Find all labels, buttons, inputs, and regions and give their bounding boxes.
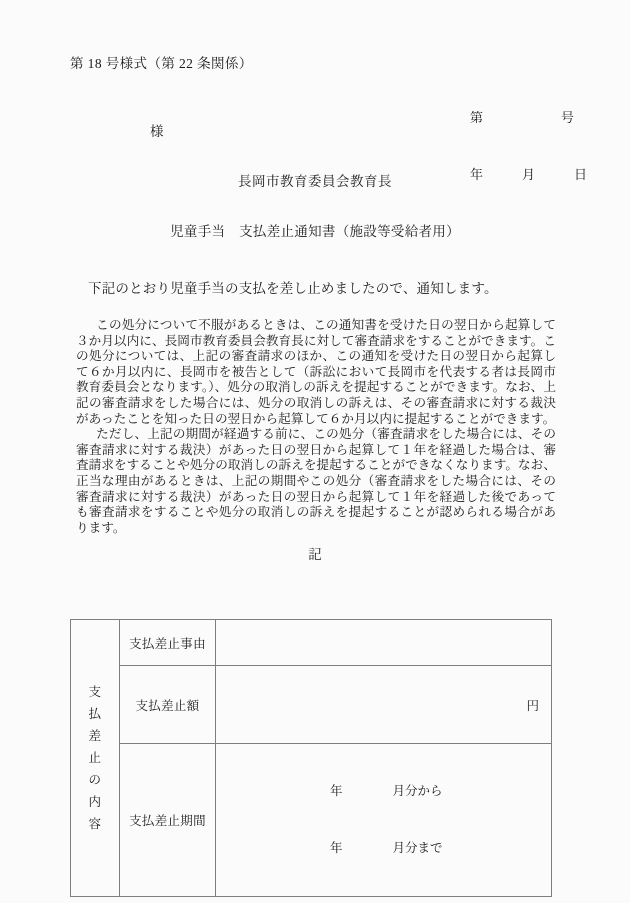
row-label-amount: 支払差止額	[120, 666, 216, 744]
document-date-line: 年 月 日	[470, 167, 588, 182]
vertical-header-text: 支 払 差 止 の 内 容	[88, 685, 102, 831]
currency-unit-yen: 円	[526, 698, 539, 713]
payment-suspension-table	[70, 619, 548, 897]
document-number-line: 第 号	[470, 110, 575, 125]
row-value-amount[interactable]	[216, 666, 552, 744]
table-row	[71, 744, 552, 897]
period-from-line: 年 月分から	[330, 784, 443, 798]
page-title: 児童手当 支払差止通知書（施設等受給者用）	[170, 224, 460, 239]
body-paragraph-2: ただし、上記の期間が経過する前に、この処分（審査請求をした場合には、その審査請求に対する裁決）があった日の翌日から起算して１年を経過した場合は、審査請求をすることや処分の取消しの訴えを提起することができなくなります。なお、正当な理由があるときは、上記の期間やこの処分（審査請求をした場合には、その審査請求に対する裁決）があった日の翌日から起算して１年を経過した後であっても審査請求をすることや処分の取消しの訴えを提起することが認められる場合があります。	[76, 427, 556, 535]
form-number: 第 18 号様式（第 22 条関係）	[70, 56, 253, 71]
row-label-period: 支払差止期間	[120, 744, 216, 897]
period-lines	[216, 744, 551, 896]
addressee-line: 様	[150, 124, 164, 139]
table-row	[71, 620, 552, 666]
document-meta	[470, 70, 587, 222]
row-value-period[interactable]	[216, 744, 552, 897]
row-value-reason[interactable]	[216, 620, 552, 666]
ki-marker: 記	[308, 547, 322, 562]
appeal-notice-body	[76, 318, 556, 536]
row-label-reason: 支払差止事由	[120, 620, 216, 666]
issuing-authority: 長岡市教育委員会教育長	[238, 174, 392, 189]
period-to-line: 年 月分まで	[330, 841, 443, 855]
body-paragraph-1: この処分について不服があるときは、この通知書を受けた日の翌日から起算して３か月以内に、長岡市教育委員会教育長に対して審査請求をすることができます。この処分については、上記の審査請求のほか、この通知を受けた日の翌日から起算して６か月以内に、長岡市を被告として（訴訟において長岡市を代表する者は長岡市教育委員会となります。）、処分の取消しの訴えを提起することができます。なお、上記の審査請求をした場合には、処分の取消しの訴えは、その審査請求に対する裁決があったことを知った日の翌日から起算して６か月以内に提起することができます。	[76, 318, 556, 426]
lead-sentence: 下記のとおり児童手当の支払を差し止めましたので、通知します。	[88, 281, 498, 296]
table-row	[71, 666, 552, 744]
vertical-header-cell	[71, 620, 120, 897]
